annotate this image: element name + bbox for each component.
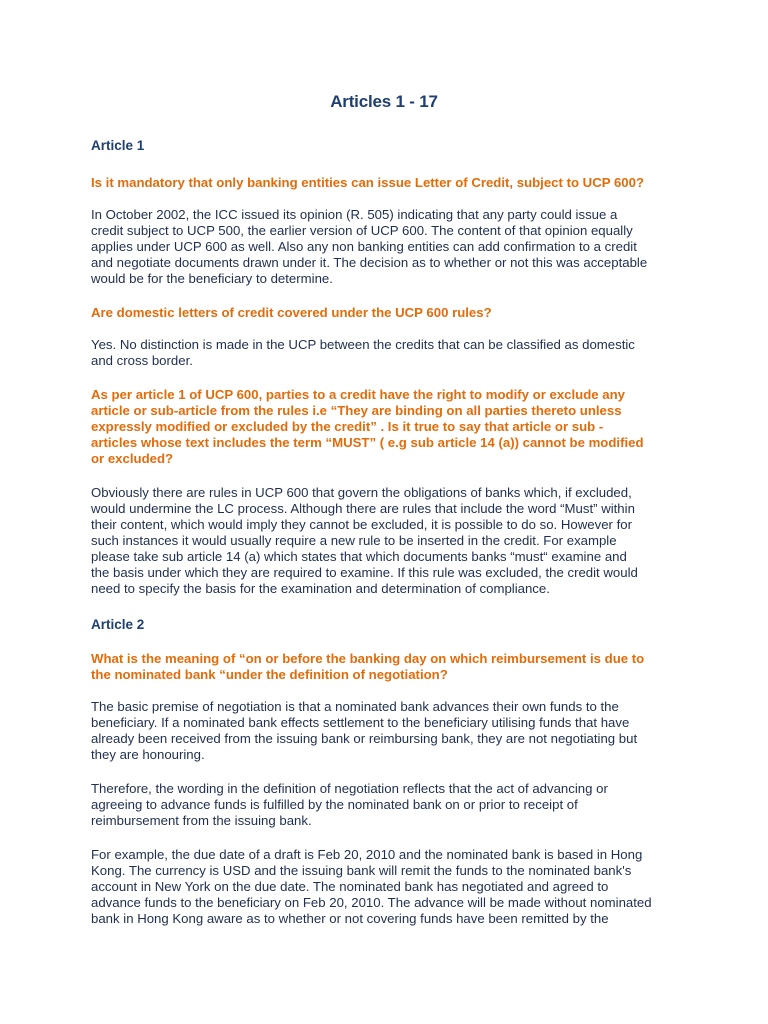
article-1-question-1: Is it mandatory that only banking entities can issue Letter of Credit, subject to UCP 600? <box>91 175 645 190</box>
article-1-question-3: As per article 1 of UCP 600, parties to a credit have the right to modify or exclude any article or sub-article from the rules i.e “They are binding on all parties thereto unless expressly modified or excluded by the credit” . Is it true to say that article or sub - articles whose text includes the term “MUST” ( e.g sub article 14 (a)) cannot be modified or excluded? <box>91 387 644 466</box>
article-1-answer-1: In October 2002, the ICC issued its opinion (R. 505) indicating that any party could issue a credit subject to UCP 500, the earlier version of UCP 600. The content of that opinion equally applies under UCP 600 as well. Also any non banking entities can add confirmation to a credit and negotiate documents drawn under it. The decision as to whether or not this was acceptable would be for the beneficiary to determine. <box>91 207 648 286</box>
article-2-answer-1: The basic premise of negotiation is that a nominated bank advances their own funds to the beneficiary. If a nominated bank effects settlement to the beneficiary utilising funds that have already been received from the issuing bank or reimbursing bank, they are not negotiating but they are honouring. <box>91 699 638 762</box>
article-1-answer-3: Obviously there are rules in UCP 600 that govern the obligations of banks which, if excluded, would undermine the LC process. Although there are rules that include the word “Must” within their content, which would imply they cannot be excluded, it is possible to do so. However for such instances it would usually require a new rule to be inserted in the credit. For example please take sub article 14 (a) which states that which documents banks “must“ examine and the basis under which they are required to examine. If this rule was excluded, the credit would need to specify the basis for the examination and determination of compliance. <box>91 485 638 596</box>
article-2-heading: Article 2 <box>91 617 145 632</box>
article-2-answer-2: Therefore, the wording in the definition of negotiation reflects that the act of advancing or agreeing to advance funds is fulfilled by the nominated bank on or prior to receipt of reimbursement from the issuing bank. <box>91 781 608 828</box>
article-2-answer-3: For example, the due date of a draft is Feb 20, 2010 and the nominated bank is based in Hong Kong. The currency is USD and the issuing bank will remit the funds to the nominated bank's account in New York on the due date. The nominated bank has negotiated and agreed to advance funds to the beneficiary on Feb 20, 2010. The advance will be made without nominated bank in Hong Kong aware as to whether or not covering funds have been remitted by the <box>91 847 652 926</box>
article-1-heading: Article 1 <box>91 138 145 153</box>
document-title: Articles 1 - 17 <box>330 92 438 111</box>
article-1-answer-2: Yes. No distinction is made in the UCP between the credits that can be classified as domestic and cross border. <box>91 337 635 368</box>
article-2-question-1: What is the meaning of “on or before the banking day on which reimbursement is due to the nominated bank “under the definition of negotiation? <box>91 651 645 682</box>
article-1-question-2: Are domestic letters of credit covered under the UCP 600 rules? <box>91 305 492 320</box>
